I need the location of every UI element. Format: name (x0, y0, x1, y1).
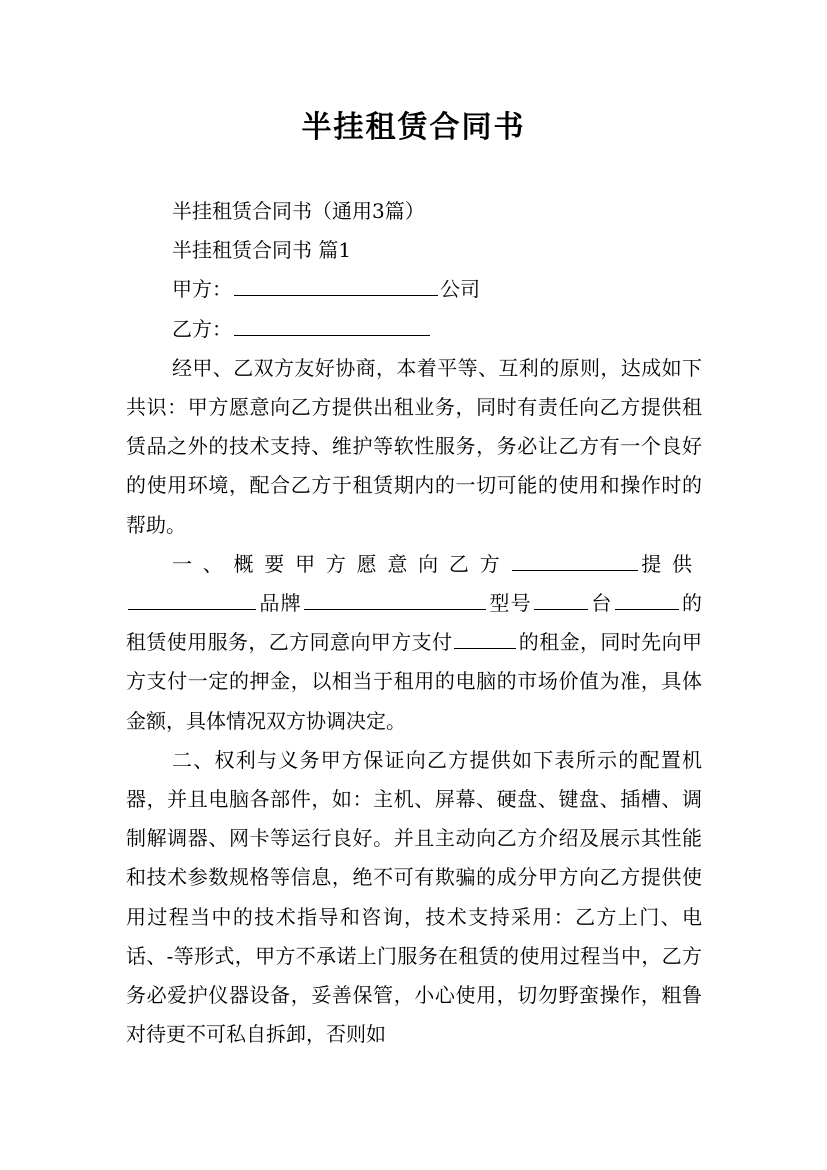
clause-overview-part-g: 的租金，同时先向甲方支付一定的押金，以相当于租用的电脑的市场价值为准，具体金额，具体情况双方协调决定。 (126, 630, 703, 733)
clause-overview-part-b: 提供 (640, 551, 703, 576)
paragraph-agreement-text: 经甲、乙双方友好协商，本着平等、互利的原则，达成如下共识：甲方愿意向乙方提供出租业务，同时有责任向乙方提供租赁品之外的技术支持、维护等软性服务，务必让乙方有一个良好的使用环境，配合乙方于租赁期内的一切可能的使用和操作时的帮助。 (126, 355, 702, 537)
paragraph-agreement (126, 349, 702, 545)
paragraph-rights-obligations-text: 二、权利与义务甲方保证向乙方提供如下表所示的配置机器，并且电脑各部件，如：主机、屏幕、硬盘、键盘、插槽、调制解调器、网卡等运行良好。并且主动向乙方介绍及展示其性能和技术参数规格等信息，绝不可有欺骗的成分甲方向乙方提供使用过程当中的技术指导和咨询，技术支持采用：乙方上门、电话、-等形式，甲方不承诺上门服务在租赁的使用过程当中，乙方务必爱护仪器设备，妥善保管，小心使用，切勿野蛮操作，粗鲁对待更不可私自拆卸，否则如 (126, 747, 702, 1047)
party-b-blank (234, 311, 430, 336)
clause-overview-part-f: 的租赁使用服务，乙方同意向甲方支付 (126, 590, 703, 655)
document-title: 半挂租赁合同书 (301, 110, 526, 145)
clause-overview-part-a: 一、概要甲方愿意向乙方 (172, 551, 511, 576)
party-b-label: 乙方： (172, 316, 232, 341)
party-b-line (126, 310, 702, 349)
clause-overview (126, 545, 702, 741)
clause-overview-blank-3 (304, 585, 486, 610)
clause-overview-blank-2 (128, 585, 256, 610)
party-a-line (126, 270, 702, 309)
section-heading: 半挂租赁合同书 篇1 (172, 238, 352, 263)
clause-overview-part-e: 台 (590, 590, 613, 615)
clause-overview-blank-5 (615, 585, 679, 610)
party-a-suffix: 公司 (440, 277, 480, 302)
party-a-blank (234, 271, 438, 296)
document-body (126, 192, 702, 1054)
clause-overview-blank-1 (512, 546, 638, 571)
clause-overview-blank-6 (454, 624, 516, 649)
document-subtitle: 半挂租赁合同书（通用3篇） (172, 199, 425, 223)
clause-overview-part-c: 品牌 (258, 590, 302, 615)
clause-overview-blank-4 (534, 585, 588, 610)
party-a-label: 甲方： (172, 277, 232, 302)
paragraph-rights-obligations (126, 741, 702, 1055)
clause-overview-part-d: 型号 (488, 590, 532, 615)
